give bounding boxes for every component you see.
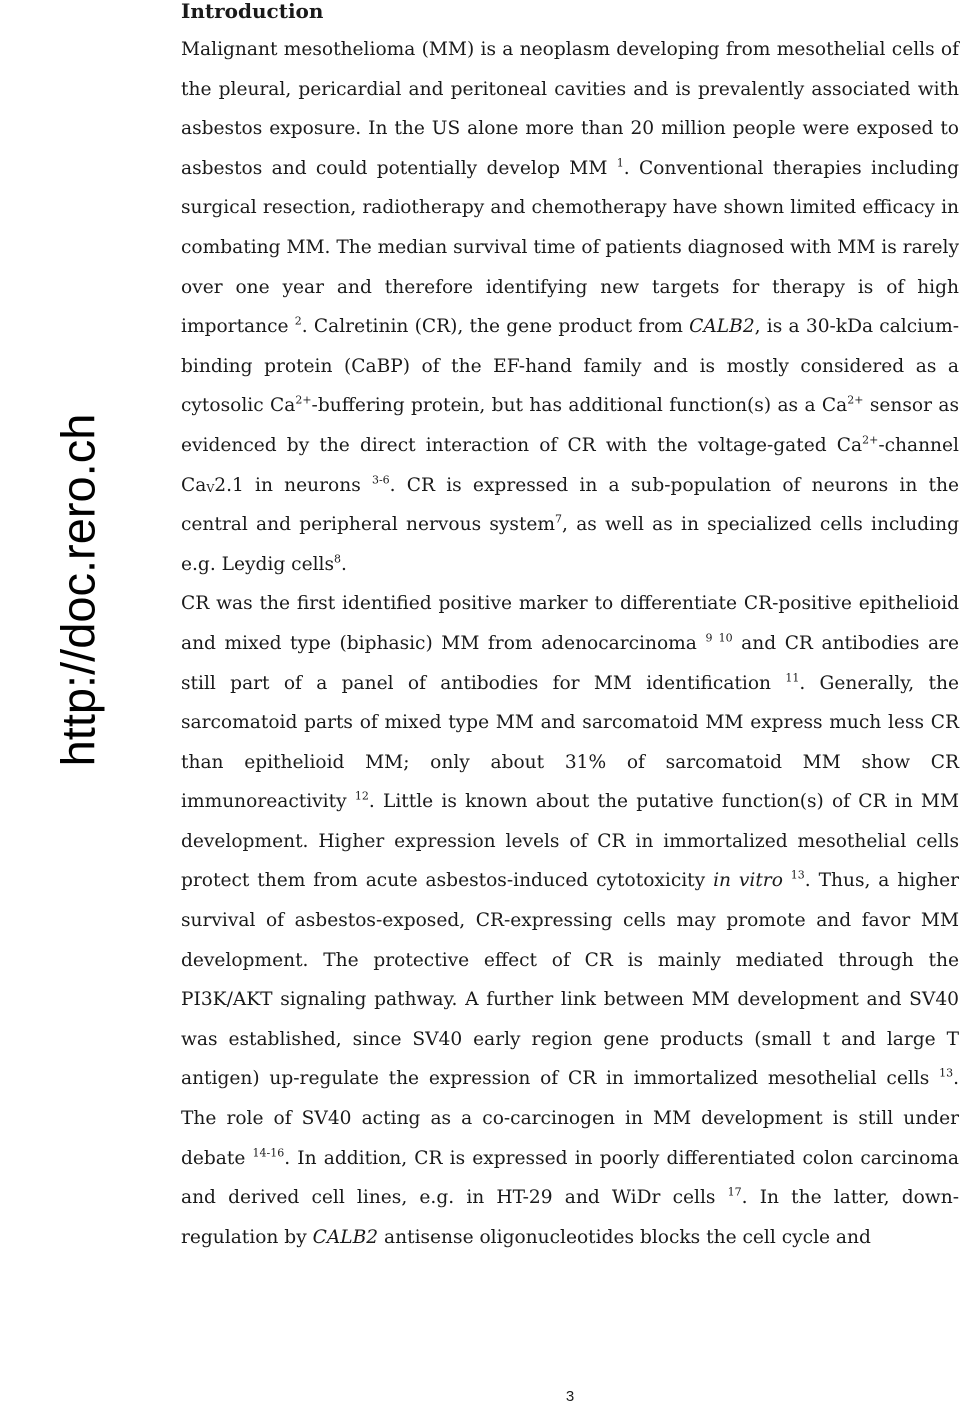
watermark-url: http://doc.rero.ch bbox=[51, 413, 105, 767]
text-run: CR was the first identified positive marker to differentiate CR-positive epithelioid and mixed type (biphasic) MM from adenocarcinoma bbox=[181, 593, 959, 654]
text-run: 2.1 in neurons bbox=[214, 474, 372, 496]
text-run: . CR is expressed in a sub-population of neurons in the central and peripheral nervous system bbox=[181, 474, 960, 536]
text-run: -buffering protein, but has additional function(s) as a Ca bbox=[311, 395, 848, 417]
citation-ref: 12 bbox=[354, 789, 369, 803]
paragraph-1 bbox=[181, 30, 959, 584]
italic-term: in vitro bbox=[713, 870, 783, 892]
citation-ref: 13 bbox=[790, 868, 805, 882]
superscript: 2+ bbox=[295, 393, 312, 407]
text-run: and CR antibodies are still part of a panel of antibodies for MM identification bbox=[181, 632, 959, 694]
citation-ref: 17 bbox=[727, 1185, 742, 1199]
citation-ref: 3-6 bbox=[371, 472, 390, 486]
gene-name: CALB2 bbox=[689, 316, 755, 338]
citation-ref: 2 bbox=[294, 314, 302, 328]
document-body bbox=[181, 0, 959, 1257]
text-run: sensor as evidenced by the direct interaction of CR with the voltage-gated Ca bbox=[181, 395, 959, 456]
subscript: V bbox=[206, 481, 215, 495]
citation-ref: 7 bbox=[555, 512, 563, 526]
citation-ref: 8 bbox=[334, 552, 342, 566]
superscript: 2+ bbox=[847, 393, 864, 407]
section-heading: Introduction bbox=[181, 0, 324, 23]
text-run: Malignant mesothelioma (MM) is a neoplasm developing from mesothelial cells of the pleural, pericardial and peritoneal cavities and is prevalently associated with asbestos exposure. In the US alone more than 20 million people were exposed to asbestos and could potentially develop MM bbox=[181, 39, 959, 179]
citation-ref: 1 bbox=[616, 156, 624, 170]
gene-name: CALB2 bbox=[312, 1226, 379, 1248]
page-number: 3 bbox=[565, 1388, 575, 1405]
text-run: . bbox=[341, 553, 347, 575]
superscript: 2+ bbox=[862, 433, 879, 447]
citation-ref: 13 bbox=[939, 1066, 954, 1080]
text-run: . In addition, CR is expressed in poorly differentiated colon carcinoma and derived cell lines, e.g. in HT-29 and WiDr cells bbox=[181, 1147, 960, 1209]
text-run bbox=[783, 870, 791, 891]
text-run: , as well as in specialized cells including e.g. Leydig cells bbox=[181, 514, 959, 575]
text-run: . Little is known about the putative function(s) of CR in MM development. Higher expression levels of CR in immortalized mesothelial cells protect them from acute asbestos-induced cytotoxicity bbox=[181, 791, 959, 892]
text-run: . Generally, the sarcomatoid parts of mixed type MM and sarcomatoid MM express much less CR than epithelioid MM; only about 31% of sarcomatoid MM show CR immunoreactivity bbox=[181, 672, 959, 813]
citation-ref: 11 bbox=[785, 670, 800, 684]
paragraph-2 bbox=[181, 584, 959, 1257]
text-run: . In the latter, down-regulation by bbox=[181, 1187, 959, 1248]
citation-ref: 14-16 bbox=[252, 1145, 285, 1159]
text-run: -channel Ca bbox=[181, 434, 959, 496]
text-run: . The role of SV40 acting as a co-carcinogen in MM development is still under debate bbox=[181, 1068, 959, 1169]
text-run: antisense oligonucleotides blocks the cell cycle and bbox=[378, 1226, 871, 1248]
text-run: . Calretinin (CR), the gene product from bbox=[301, 316, 690, 338]
text-run: , is a 30-kDa calcium-binding protein (CaBP) of the EF-hand family and is mostly considered as a cytosolic Ca bbox=[181, 316, 959, 417]
text-run: . Conventional therapies including surgical resection, radiotherapy and chemotherapy have shown limited efficacy in combating MM. The median survival time of patients diagnosed with MM is rarely over one year and therefore identifying new targets for therapy is of high importance bbox=[181, 157, 959, 338]
citation-ref: 9 10 bbox=[705, 631, 733, 645]
text-run: . Thus, a higher survival of asbestos-exposed, CR-expressing cells may promote and favor MM development. The protective effect of CR is mainly mediated through the PI3K/AKT signaling pathway. A further link between MM development and SV40 was established, since SV40 early region gene products (small t and large T antigen) up-regulate the expression of CR in immortalized mesothelial cells bbox=[181, 870, 959, 1090]
